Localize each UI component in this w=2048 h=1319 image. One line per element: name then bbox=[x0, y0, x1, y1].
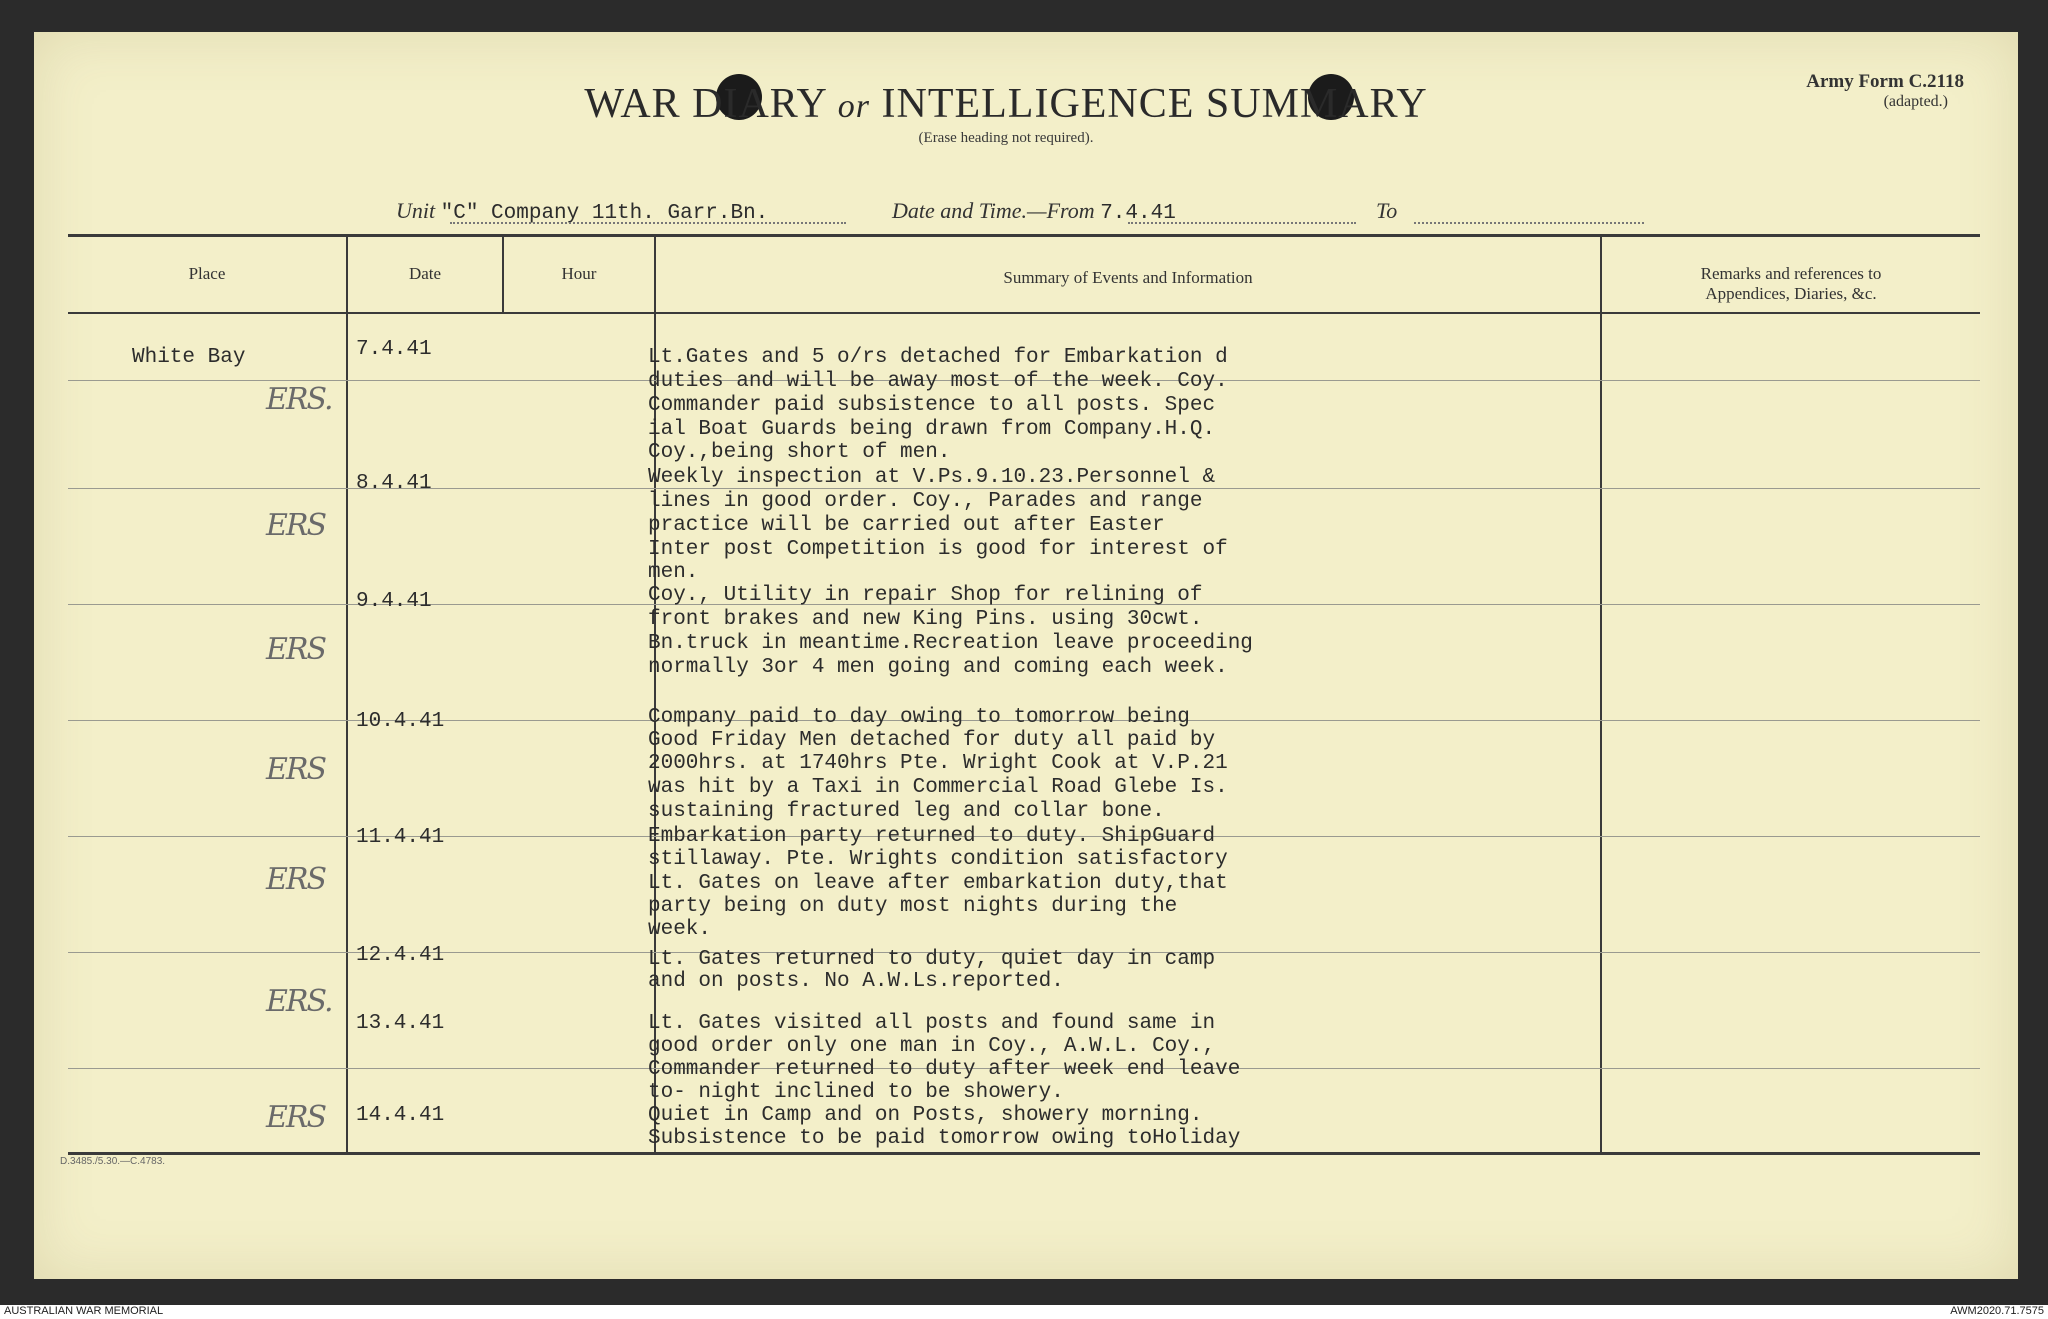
date-label: Date and Time.—From bbox=[892, 198, 1095, 223]
to-field bbox=[1376, 198, 1397, 224]
event-line: Coy., Utility in repair Shop for relining of bbox=[648, 584, 1203, 607]
to-label: To bbox=[1376, 198, 1398, 223]
event-line: front brakes and new King Pins. using 30cwt. bbox=[648, 608, 1203, 631]
column-header-remarks bbox=[1602, 264, 1980, 304]
event-line: stillaway. Pte. Wrights condition satisfactory bbox=[648, 848, 1228, 871]
event-line: week. bbox=[648, 918, 712, 941]
event-line: Weekly inspection at V.Ps.9.10.23.Personnel & bbox=[648, 466, 1216, 489]
table-top-rule bbox=[68, 234, 1980, 237]
column-header-date: Date bbox=[408, 264, 442, 283]
initials-signature: ERS bbox=[266, 752, 326, 787]
unit-dotted-line bbox=[450, 222, 846, 224]
date-cell: 13.4.41 bbox=[356, 1012, 445, 1035]
event-line: good order only one man in Coy., A.W.L. Coy., bbox=[648, 1035, 1216, 1058]
initials-signature: ERS bbox=[266, 508, 326, 543]
initials-signature: ERS bbox=[266, 862, 326, 897]
army-form-number: Army Form C.2118 bbox=[1806, 71, 1964, 92]
event-line: Inter post Competition is good for interest of bbox=[648, 538, 1228, 561]
column-header-hour: Hour bbox=[561, 264, 597, 283]
date-cell: 10.4.41 bbox=[356, 710, 445, 733]
date-cell: 12.4.41 bbox=[356, 944, 445, 967]
place-cell: White Bay bbox=[132, 346, 246, 369]
form-code: D.3485./5.30.—C.4783. bbox=[60, 1156, 166, 1167]
remarks-header-line-1: Remarks and references to bbox=[1700, 264, 1882, 283]
event-line: sustaining fractured leg and collar bone. bbox=[648, 800, 1165, 823]
event-line: was hit by a Taxi in Commercial Road Glebe Is. bbox=[648, 776, 1228, 799]
army-form-label bbox=[1806, 72, 1964, 112]
unit-label: Unit bbox=[396, 198, 436, 223]
event-line: Good Friday Men detached for duty all paid by bbox=[648, 729, 1216, 752]
event-line: Coy.,being short of men. bbox=[648, 441, 951, 464]
page-title: WAR DIARY or INTELLIGENCE SUMMARY bbox=[584, 81, 1428, 127]
date-dotted-line bbox=[1128, 222, 1356, 224]
date-cell: 14.4.41 bbox=[356, 1104, 445, 1127]
event-line: ial Boat Guards being drawn from Company.H.Q. bbox=[648, 418, 1216, 441]
event-line: men. bbox=[648, 561, 699, 584]
date-cell: 11.4.41 bbox=[356, 826, 445, 849]
footer-record-id: AWM2020.71.7575 bbox=[1950, 1305, 2044, 1317]
date-cell: 9.4.41 bbox=[356, 590, 432, 613]
event-line: Quiet in Camp and on Posts, showery morning. bbox=[648, 1104, 1203, 1127]
event-line: Commander returned to duty after week end leave bbox=[648, 1058, 1241, 1081]
date-from-value: 7.4.41 bbox=[1100, 202, 1176, 225]
event-line: Commander paid subsistence to all posts. Spec bbox=[648, 394, 1216, 417]
army-form-note: (adapted.) bbox=[1883, 93, 1948, 110]
event-line: Subsistence to be paid tomorrow owing toHoliday bbox=[648, 1127, 1241, 1150]
event-line: normally 3or 4 men going and coming each week. bbox=[648, 656, 1228, 679]
unit-value: "C" Company 11th. Garr.Bn. bbox=[440, 202, 769, 225]
event-line: practice will be carried out after Easter bbox=[648, 514, 1165, 537]
column-divider-place bbox=[346, 234, 348, 1152]
date-field bbox=[892, 198, 1176, 225]
erase-note: (Erase heading not required). bbox=[918, 130, 1094, 146]
table-bottom-rule bbox=[68, 1152, 1980, 1155]
event-line: Lt. Gates visited all posts and found same in bbox=[648, 1012, 1216, 1035]
column-divider-summary bbox=[1600, 234, 1602, 1152]
to-dotted-line bbox=[1414, 222, 1644, 224]
footer-bar bbox=[0, 1305, 2048, 1319]
date-cell: 8.4.41 bbox=[356, 472, 432, 495]
event-line: Lt. Gates on leave after embarkation duty,that bbox=[648, 872, 1228, 895]
date-cell: 7.4.41 bbox=[356, 338, 432, 361]
unit-field bbox=[396, 198, 768, 225]
event-line: party being on duty most nights during the bbox=[648, 895, 1178, 918]
event-line: Company paid to day owing to tomorrow being bbox=[648, 706, 1190, 729]
event-line: Lt.Gates and 5 o/rs detached for Embarkation d bbox=[648, 346, 1228, 369]
remarks-header-line-2: Appendices, Diaries, &c. bbox=[1705, 284, 1877, 303]
initials-signature: ERS bbox=[266, 632, 326, 667]
event-line: duties and will be away most of the week. Coy. bbox=[648, 370, 1228, 393]
event-line: Lt. Gates returned to duty, quiet day in camp bbox=[648, 948, 1216, 971]
header-bottom-rule bbox=[68, 312, 1980, 314]
event-line: 2000hrs. at 1740hrs Pte. Wright Cook at V.P.21 bbox=[648, 752, 1228, 775]
footer-archive-name: AUSTRALIAN WAR MEMORIAL bbox=[4, 1305, 164, 1317]
initials-signature: ERS. bbox=[266, 382, 332, 417]
event-line: lines in good order. Coy., Parades and range bbox=[648, 490, 1203, 513]
event-line: and on posts. No A.W.Ls.reported. bbox=[648, 970, 1064, 993]
initials-signature: ERS bbox=[266, 1100, 326, 1135]
event-line: to- night inclined to be showery. bbox=[648, 1081, 1064, 1104]
event-line: Bn.truck in meantime.Recreation leave proceeding bbox=[648, 632, 1253, 655]
event-line: Embarkation party returned to duty. ShipGuard bbox=[648, 825, 1216, 848]
column-header-summary: Summary of Events and Information bbox=[1003, 268, 1253, 287]
column-header-place: Place bbox=[188, 264, 226, 283]
initials-signature: ERS. bbox=[266, 984, 332, 1019]
